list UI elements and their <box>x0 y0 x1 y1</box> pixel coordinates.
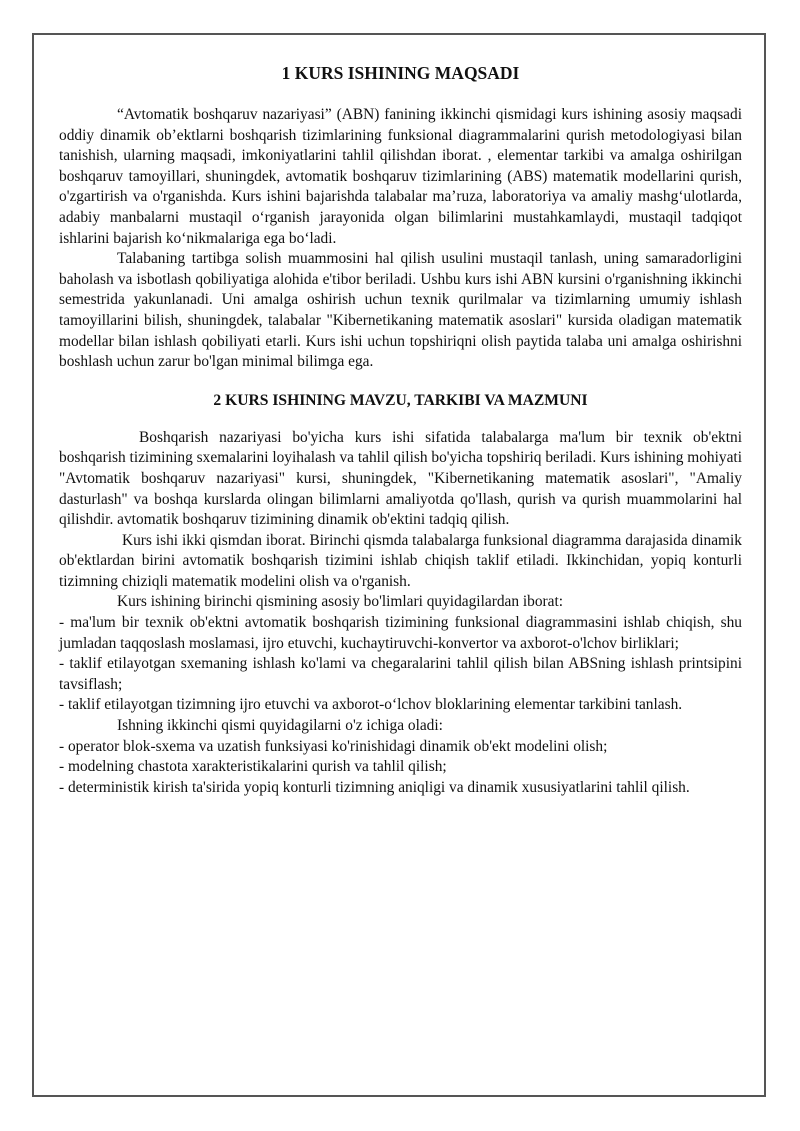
list-item: - operator blok-sxema va uzatish funksiyasi ko'rinishidagi dinamik ob'ekt modelini olish; <box>59 737 608 755</box>
section-2-part2-intro: Ishning ikkinchi qismi quyidagilarni o'z ichiga oladi: <box>117 717 443 735</box>
section-2-paragraph-1: Boshqarish nazariyasi bo'yicha kurs ishi sifatida talabalarga ma'lum bir texnik ob'ektni boshqarish tizimining sxemalarini loyihalash va tahlil qilish bo'yicha topshiriq beriladi. Kurs ishining mohiyati "Avtomatik boshqaruv nazariyasi" kursi, shuningdek, "Kibernetikaning matematik asoslari", "Amaliy dasturlash" va boshqa kurslarda olingan bilimlarni amaliyotda qo'llash, qurish va qurish muammolarini hal qilishdir. avtomatik boshqaruv tizimining dinamik ob'ektini tadqiq qilish. <box>59 428 742 529</box>
list-item: - deterministik kirish ta'sirida yopiq konturli tizimning aniqligi va dinamik xususiyatlarini tahlil qilish. <box>59 778 690 796</box>
section-2-part1-intro: Kurs ishining birinchi qismining asosiy bo'limlari quyidagilardan iborat: <box>117 593 564 611</box>
list-item: - taklif etilayotgan sxemaning ishlash ko'lami va chegaralarini tahlil qilish bilan ABSning ishlash printsipini tavsiflash; <box>59 655 742 693</box>
section-1-paragraph-2: Talabaning tartibga solish muammosini hal qilish usulini mustaqil tanlash, uning samaradorligini baholash va isbotlash qobiliyatiga alohida e'tibor beriladi. Ushbu kurs ishi ABN kursini o'rganishning ikkinchi semestrida yakunlanadi. Uni amalga oshirish uchun texnik qurilmalar va tizimlarning umumiy ishlash tamoyillarini bilish, shuningdek, talabalar "Kibernetikaning matematik asoslari" kursida oladigan matematik modellar bilan ishlash qobiliyati etarli. Kurs ishi uchun topshiriqni olish paytida talaba uni amalga oshirishni boshlash uchun zarur bo'lgan minimal bilimga ega. <box>59 250 742 371</box>
section-1-heading: 1 KURS ISHINING MAQSADI <box>281 63 520 83</box>
list-item: - ma'lum bir texnik ob'ektni avtomatik boshqarish tizimining funksional diagrammasini ishlab chiqish, shu jumladan taqqoslash moslamasi, ijro etuvchi, kuchaytiruvchi-konvertor va axborot-o'lchov birliklari; <box>59 614 742 652</box>
section-2-heading: 2 KURS ISHINING MAVZU, TARKIBI VA MAZMUNI <box>213 391 588 409</box>
section-2-paragraph-2: Kurs ishi ikki qismdan iborat. Birinchi qismda talabalarga funksional diagramma darajasida dinamik ob'ektlardan birini avtomatik boshqarish tizimini ishlab chiqish taklif etiladi. Ikkinchidan, yopiq konturli tizimning chiziqli matematik modelini olish va o'rganish. <box>59 531 742 590</box>
section-1-paragraph-1: “Avtomatik boshqaruv nazariyasi” (ABN) fanining ikkinchi qismidagi kurs ishining asosiy maqsadi oddiy dinamik ob’ektlarni boshqarish tizimlarining funksional diagrammalarini qurish metodologiyasi bilan tanishish, ularning maqsadi, imkoniyatlarini tahlil qilishdan iborat. , elementar tarkibi va amalga oshirilgan boshqaruv tamoyillari, shuningdek, avtomatik boshqaruv tizimlarining (ABS) matematik modellarini qurish, o'zgartirish va o'rganishda. Kurs ishini bajarishda talabalar ma’ruza, laboratoriya va amaliy mashg‘ulotlarda, adabiy manbalarni mustaqil o‘rganish jarayonida olgan bilimlarini mustahkamlaydi, mustaqil tadqiqot ishlarini bajarish ko‘nikmalariga ega bo‘ladi. <box>59 106 742 247</box>
list-item: - taklif etilayotgan tizimning ijro etuvchi va axborot-o‘lchov bloklarining elementar tarkibini tanlash. <box>59 696 683 714</box>
document-body <box>59 62 742 798</box>
list-item: - modelning chastota xarakteristikalarini qurish va tahlil qilish; <box>59 758 447 776</box>
